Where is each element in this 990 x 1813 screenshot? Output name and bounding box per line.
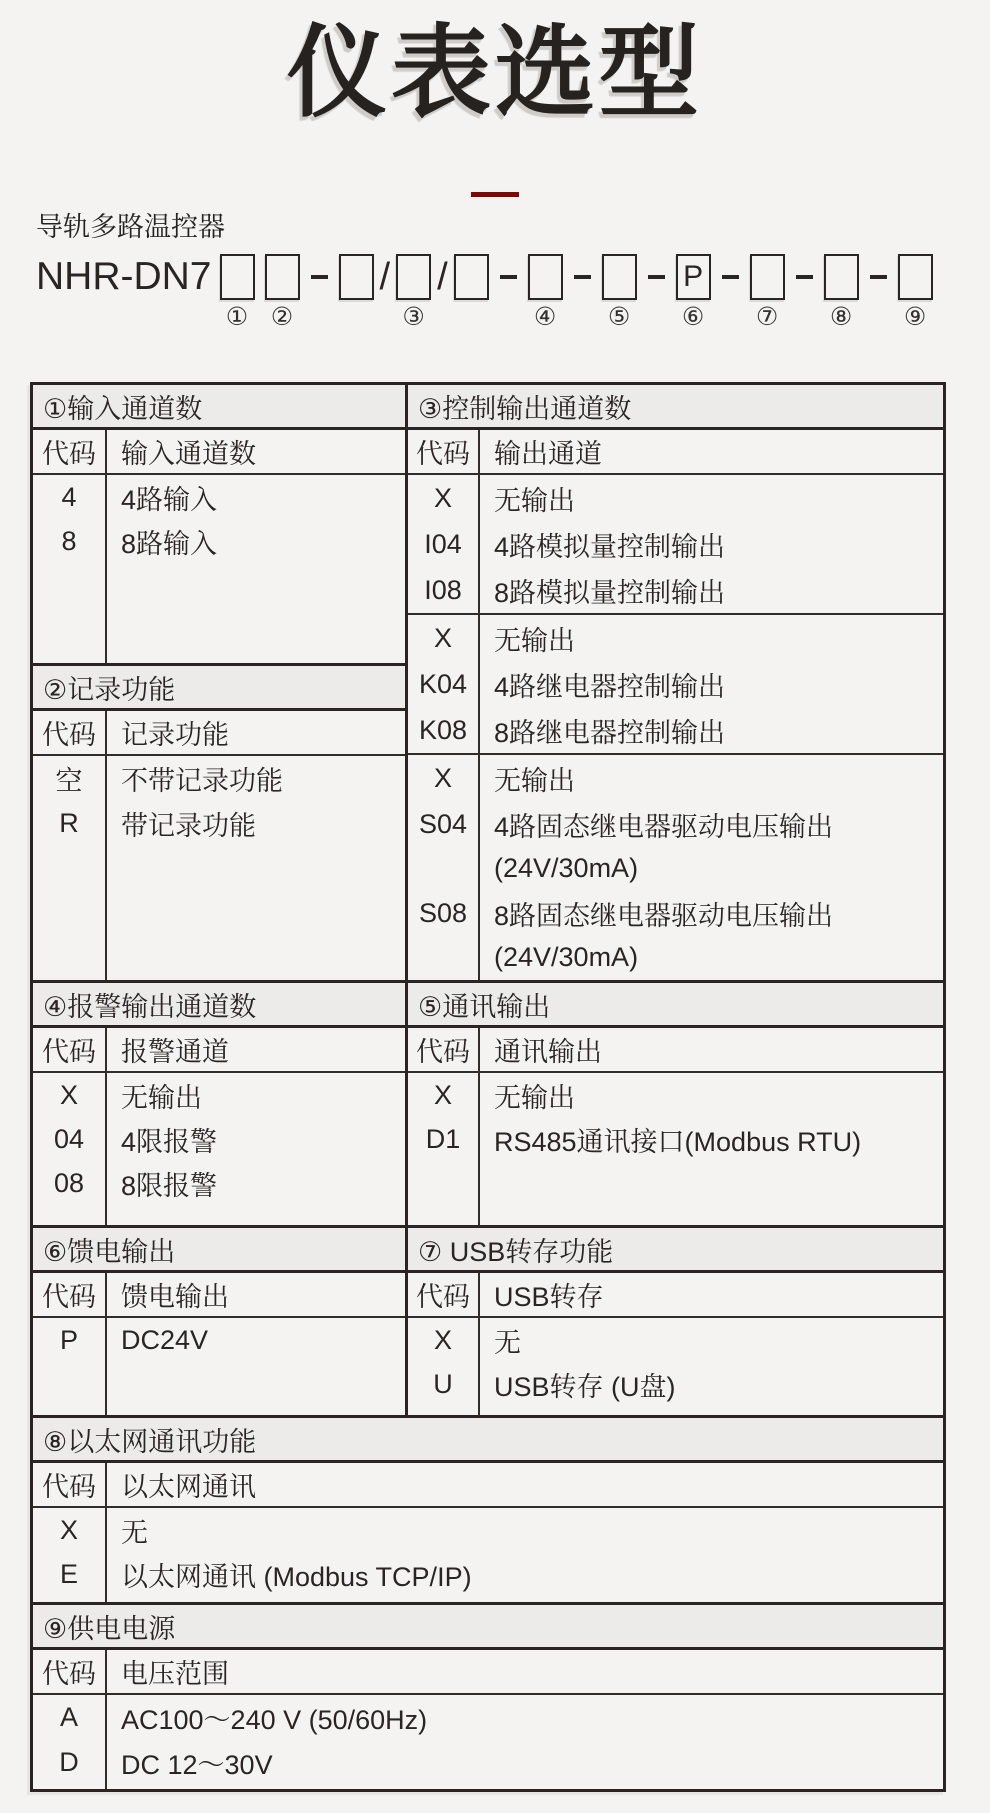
section-usb-transfer xyxy=(408,1225,943,1415)
model-box xyxy=(454,254,489,300)
code-header-cell: 代码 xyxy=(408,1028,480,1071)
table-row xyxy=(33,801,405,846)
section-filler xyxy=(33,1362,405,1415)
desc-cell: 8路继电器控制输出 xyxy=(494,717,726,748)
table-row xyxy=(33,1552,943,1596)
section-body xyxy=(33,1695,943,1789)
desc-cell: DC 12～30V xyxy=(121,1750,273,1780)
code-cell: 08 xyxy=(33,1161,107,1205)
section-title: ⑥馈电输出 xyxy=(43,1236,176,1267)
section-title: ①输入通道数 xyxy=(43,393,203,424)
table-row xyxy=(408,615,943,661)
desc-cell: 带记录功能 xyxy=(121,811,256,841)
desc-cell: 4路固态继电器驱动电压输出 xyxy=(494,811,834,842)
section-ethernet xyxy=(33,1415,943,1602)
model-unit xyxy=(215,253,260,332)
model-unit xyxy=(391,253,436,332)
desc-cell: DC24V xyxy=(121,1324,209,1355)
model-dash xyxy=(574,275,591,279)
desc-header-cell: 馈电输出 xyxy=(121,1282,229,1312)
model-unit xyxy=(819,253,864,332)
code-cell: I04 xyxy=(408,521,480,567)
model-box xyxy=(824,254,859,300)
section-record-function xyxy=(33,663,405,980)
desc-cell: 无 xyxy=(121,1517,148,1548)
desc-cell: USB转存 (U盘) xyxy=(494,1371,676,1402)
code-cell: R xyxy=(33,801,107,846)
model-unit xyxy=(790,253,819,332)
code-cell: 04 xyxy=(33,1117,107,1161)
table-row-band-3 xyxy=(33,1225,943,1415)
model-dash xyxy=(722,275,739,279)
desc-cell: RS485通讯接口(Modbus RTU) xyxy=(494,1126,862,1157)
code-group xyxy=(408,1318,943,1406)
desc-cell: 4路输入 xyxy=(121,484,218,515)
section-body xyxy=(33,1508,943,1602)
circled-index: ① xyxy=(225,303,249,331)
code-cell: X xyxy=(408,1073,480,1117)
table-row xyxy=(33,1318,405,1362)
table-row-band-4 xyxy=(33,1415,943,1602)
code-group xyxy=(408,613,943,753)
section-title-band xyxy=(33,1602,943,1650)
section-title-band xyxy=(408,1225,943,1273)
desc-header-cell: 报警通道 xyxy=(121,1037,229,1067)
model-unit xyxy=(893,253,938,332)
code-cell: D1 xyxy=(408,1117,480,1161)
desc-cell: 无 xyxy=(494,1327,521,1358)
table-row xyxy=(33,519,405,563)
code-cell: X xyxy=(33,1073,107,1117)
section-body xyxy=(33,1073,405,1225)
desc-header-cell: USB转存 xyxy=(494,1282,604,1312)
section-title-band xyxy=(33,1415,943,1463)
section-title-band xyxy=(33,385,405,430)
table-row xyxy=(408,567,943,613)
section-filler xyxy=(408,1161,943,1225)
table-row xyxy=(33,475,405,519)
code-header-cell: 代码 xyxy=(408,1273,480,1316)
code-cell: X xyxy=(33,1508,107,1552)
model-unit xyxy=(379,253,392,332)
desc-cell: AC100～240 V (50/60Hz) xyxy=(121,1705,428,1735)
right-column xyxy=(408,385,943,980)
code-cell: A xyxy=(33,1695,107,1740)
section-filler xyxy=(33,846,405,980)
model-unit xyxy=(597,253,642,332)
model-dash xyxy=(796,275,813,279)
table-header-row xyxy=(33,711,405,756)
desc-cell: 8路模拟量控制输出 xyxy=(494,577,726,608)
circled-index: ② xyxy=(270,303,294,331)
desc-header-cell: 电压范围 xyxy=(121,1659,229,1689)
section-filler xyxy=(33,1205,405,1225)
table-row xyxy=(33,1161,405,1205)
model-unit xyxy=(642,253,671,332)
model-unit xyxy=(305,253,334,332)
model-dash xyxy=(500,275,517,279)
section-title-band xyxy=(33,663,405,711)
circled-index: ⑤ xyxy=(607,303,631,331)
desc-cell: 8路输入 xyxy=(121,528,218,559)
section-alarm-outputs xyxy=(33,980,405,1225)
desc-cell: 4路模拟量控制输出 xyxy=(494,531,726,562)
circled-index: ⑦ xyxy=(755,303,779,331)
section-body xyxy=(33,1318,405,1415)
model-unit xyxy=(494,253,523,332)
model-box xyxy=(898,254,933,300)
section-input-channels xyxy=(33,385,405,663)
desc-header-cell: 记录功能 xyxy=(121,720,229,750)
model-box xyxy=(265,254,300,300)
section-title: ②记录功能 xyxy=(43,674,176,705)
table-row xyxy=(408,1362,943,1406)
model-unit xyxy=(449,253,494,332)
desc-cell: (24V/30mA) xyxy=(494,853,639,883)
code-cell: 4 xyxy=(33,475,107,519)
desc-cell: 8限报警 xyxy=(121,1170,218,1201)
model-unit xyxy=(671,253,716,332)
table-row xyxy=(33,1508,943,1552)
code-cell: 8 xyxy=(33,519,107,563)
model-slash: / xyxy=(437,255,448,298)
code-header-cell: 代码 xyxy=(33,430,107,473)
desc-cell: 无输出 xyxy=(494,765,575,796)
table-row-band-2 xyxy=(33,980,943,1225)
code-group xyxy=(408,753,943,979)
table-row xyxy=(408,1073,943,1117)
product-subtitle: 导轨多路温控器 xyxy=(36,212,225,242)
table-row xyxy=(408,801,943,847)
table-row xyxy=(408,475,943,521)
left-column xyxy=(33,385,408,980)
code-group xyxy=(33,1508,943,1596)
code-cell: X xyxy=(408,615,480,661)
table-row xyxy=(408,1318,943,1362)
table-row xyxy=(408,707,943,753)
table-row xyxy=(408,890,943,936)
model-box xyxy=(339,254,374,300)
code-cell: I08 xyxy=(408,567,480,613)
code-header-cell: 代码 xyxy=(33,711,107,754)
code-header-cell: 代码 xyxy=(33,1463,107,1506)
table-header-row xyxy=(408,430,943,475)
code-group xyxy=(33,1073,405,1205)
section-body xyxy=(33,756,405,980)
code-group xyxy=(408,1073,943,1161)
circled-index: ⑨ xyxy=(903,303,927,331)
code-cell xyxy=(408,936,480,979)
model-unit xyxy=(436,253,449,332)
section-body xyxy=(408,1318,943,1415)
desc-cell: 无输出 xyxy=(494,625,575,656)
section-title-band xyxy=(33,980,405,1028)
desc-header-cell: 输入通道数 xyxy=(121,439,256,469)
model-unit xyxy=(260,253,305,332)
section-title: ③控制输出通道数 xyxy=(418,393,632,424)
code-cell: X xyxy=(408,475,480,521)
circled-index: ⑥ xyxy=(681,303,705,331)
section-title: ⑧以太网通讯功能 xyxy=(43,1426,257,1457)
section-title-band xyxy=(408,385,943,430)
code-group xyxy=(33,1318,405,1362)
left-column xyxy=(33,1225,408,1415)
section-power-feed-output xyxy=(33,1225,405,1415)
table-row xyxy=(408,1117,943,1161)
code-cell: 空 xyxy=(33,756,107,801)
table-row xyxy=(408,661,943,707)
model-line xyxy=(36,253,990,332)
left-column xyxy=(33,980,408,1225)
code-cell: K08 xyxy=(408,707,480,753)
code-cell: E xyxy=(33,1552,107,1596)
table-row xyxy=(33,1740,943,1785)
model-prefix: NHR-DN7 xyxy=(36,255,212,298)
circled-index: ⑧ xyxy=(829,303,853,331)
table-header-row xyxy=(33,1650,943,1695)
table-row xyxy=(33,1073,405,1117)
page-title: 仪表选型 xyxy=(287,17,703,129)
desc-header-cell: 以太网通讯 xyxy=(121,1472,256,1502)
right-column xyxy=(408,1225,943,1415)
model-unit xyxy=(864,253,893,332)
selection-table xyxy=(30,382,946,1792)
model-box xyxy=(396,254,431,300)
table-row-band-1 xyxy=(33,385,943,980)
desc-cell: 无输出 xyxy=(494,1082,575,1113)
model-unit xyxy=(334,253,379,332)
section-title-band xyxy=(33,1225,405,1273)
section-title: ⑦ USB转存功能 xyxy=(418,1236,614,1267)
circled-index: ③ xyxy=(402,303,425,331)
table-row xyxy=(408,755,943,801)
desc-header-cell: 输出通道 xyxy=(494,439,602,469)
model-dash xyxy=(648,275,665,279)
section-body xyxy=(33,475,405,663)
table-row xyxy=(33,756,405,801)
code-header-cell: 代码 xyxy=(408,430,480,473)
model-box: P xyxy=(676,254,711,300)
code-cell: U xyxy=(408,1362,480,1406)
code-group xyxy=(33,756,405,846)
model-unit xyxy=(716,253,745,332)
model-unit xyxy=(523,253,568,332)
code-group xyxy=(33,475,405,563)
code-header-cell: 代码 xyxy=(33,1650,107,1693)
code-cell xyxy=(408,847,480,890)
model-box xyxy=(602,254,637,300)
model-unit xyxy=(568,253,597,332)
code-cell: X xyxy=(408,1318,480,1362)
table-header-row xyxy=(408,1273,943,1318)
code-cell: X xyxy=(408,755,480,801)
section-body xyxy=(408,475,943,980)
table-row xyxy=(33,1117,405,1161)
section-body xyxy=(408,1073,943,1225)
code-group xyxy=(33,1695,943,1785)
table-header-row xyxy=(33,1273,405,1318)
section-title: ⑤通讯输出 xyxy=(418,991,551,1022)
desc-cell: (24V/30mA) xyxy=(494,942,639,972)
code-header-cell: 代码 xyxy=(33,1028,107,1071)
section-control-outputs xyxy=(408,385,943,980)
desc-cell: 无输出 xyxy=(494,485,575,516)
model-box xyxy=(528,254,563,300)
right-column xyxy=(408,980,943,1225)
desc-cell: 4路继电器控制输出 xyxy=(494,671,726,702)
desc-cell: 不带记录功能 xyxy=(121,766,283,796)
desc-cell: 以太网通讯 (Modbus TCP/IP) xyxy=(121,1561,472,1592)
table-row-band-5 xyxy=(33,1602,943,1789)
section-filler xyxy=(33,1785,943,1789)
section-filler xyxy=(33,563,405,663)
desc-header-cell: 通讯输出 xyxy=(494,1037,602,1067)
desc-cell: 8路固态继电器驱动电压输出 xyxy=(494,900,834,931)
table-row xyxy=(33,1695,943,1740)
section-comm-output xyxy=(408,980,943,1225)
model-dash xyxy=(870,275,887,279)
model-unit xyxy=(745,253,790,332)
table-row xyxy=(408,936,943,979)
table-row xyxy=(408,847,943,890)
section-filler xyxy=(408,1406,943,1415)
code-cell: K04 xyxy=(408,661,480,707)
model-box xyxy=(750,254,785,300)
model-dash xyxy=(311,275,328,279)
section-title: ④报警输出通道数 xyxy=(43,991,257,1022)
table-header-row xyxy=(33,1463,943,1508)
code-cell: S04 xyxy=(408,801,480,847)
accent-dash xyxy=(471,192,519,197)
section-power-supply xyxy=(33,1602,943,1789)
code-header-cell: 代码 xyxy=(33,1273,107,1316)
circled-index: ④ xyxy=(533,303,557,331)
desc-cell: 无输出 xyxy=(121,1082,202,1113)
model-slash: / xyxy=(379,255,391,298)
code-group xyxy=(408,475,943,613)
desc-cell: 4限报警 xyxy=(121,1126,218,1157)
page xyxy=(0,14,990,1813)
code-cell: P xyxy=(33,1318,107,1362)
model-prefix-unit xyxy=(36,253,215,332)
model-box xyxy=(220,254,255,300)
section-title: ⑨供电电源 xyxy=(43,1613,176,1644)
code-cell: S08 xyxy=(408,890,480,936)
code-cell: D xyxy=(33,1740,107,1785)
table-row xyxy=(408,521,943,567)
table-header-row xyxy=(408,1028,943,1073)
table-header-row xyxy=(33,1028,405,1073)
section-title-band xyxy=(408,980,943,1028)
table-header-row xyxy=(33,430,405,475)
